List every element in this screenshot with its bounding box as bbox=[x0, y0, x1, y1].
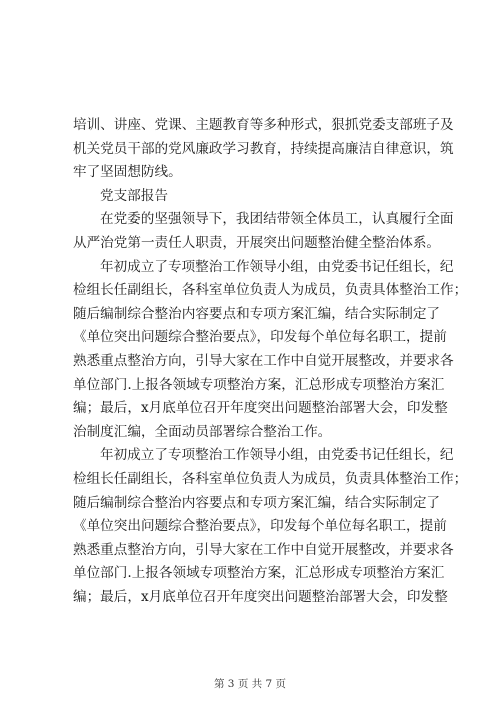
text-line: 培训、讲座、党课、主题教育等多种形式，狠抓党委支部班子及 bbox=[73, 117, 454, 133]
text-line: 《单位突出问题综合整治要点》，印发每个单位每名职工，提前 bbox=[73, 518, 447, 535]
text-line: 在党委的坚强领导下，我团结带领全体员工，认真履行全面 bbox=[100, 211, 454, 228]
text-line: 从严治党第一责任人职责，开展突出问题整治健全整治体系。 bbox=[73, 234, 441, 251]
text-line: 编；最后，x月底单位召开年度突出问题整治部署大会，印发整 bbox=[73, 588, 448, 605]
page-footer: 第 3 页 共 7 页 bbox=[213, 678, 287, 690]
section-heading: 党支部报告 bbox=[100, 187, 168, 204]
text-line: 治制度汇编，全面动员部署综合整治工作。 bbox=[73, 423, 332, 440]
text-line: 《单位突出问题综合整治要点》，印发每个单位每名职工，提前 bbox=[73, 329, 447, 346]
text-line: 牢了坚固想防线。 bbox=[73, 164, 182, 181]
text-line: 检组长任副组长，各科室单位负责人为成员，负责具体整治工作； bbox=[73, 470, 468, 487]
text-line: 单位部门.上报各领域专项整治方案，汇总形成专项整治方案汇 bbox=[73, 376, 445, 393]
text-line: 年初成立了专项整治工作领导小组，由党委书记任组长，纪 bbox=[100, 447, 454, 464]
document-body bbox=[73, 114, 468, 609]
text-line: 熟悉重点整治方向，引导大家在工作中自觉开展整改，并要求各 bbox=[73, 352, 454, 369]
text-line: 熟悉重点整治方向，引导大家在工作中自觉开展整改，并要求各 bbox=[73, 541, 454, 558]
text-line: 检组长任副组长，各科室单位负责人为成员，负责具体整治工作； bbox=[73, 282, 468, 299]
text-line: 随后编制综合整治内容要点和专项方案汇编，结合实际制定了 bbox=[73, 305, 441, 322]
text-line: 编；最后，x月底单位召开年度突出问题整治部署大会，印发整 bbox=[73, 400, 448, 417]
text-line: 年初成立了专项整治工作领导小组，由党委书记任组长，纪 bbox=[100, 258, 454, 275]
text-line: 随后编制综合整治内容要点和专项方案汇编，结合实际制定了 bbox=[73, 494, 441, 511]
text-line: 机关党员干部的党风廉政学习教育，持续提高廉洁自律意识，筑 bbox=[73, 140, 454, 157]
text-line: 单位部门.上报各领域专项整治方案，汇总形成专项整治方案汇 bbox=[73, 565, 445, 582]
